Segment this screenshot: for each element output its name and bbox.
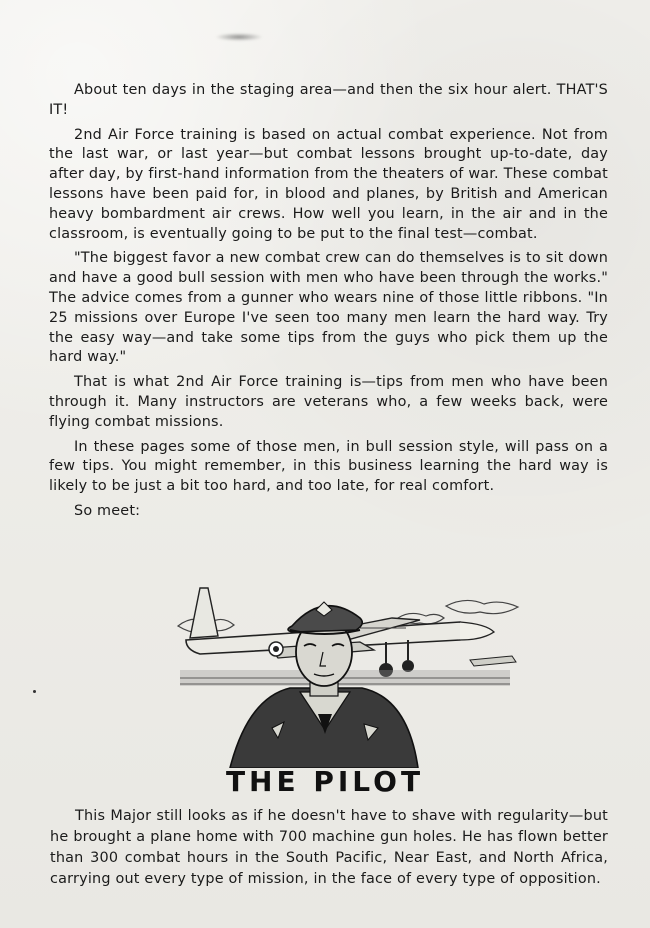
paragraph: So meet: — [74, 502, 141, 519]
pilot-description — [50, 806, 608, 890]
paragraph: 2nd Air Force training is based on actual combat experience. Not from the last war, or last year—but combat lessons brought up-to-date, day after day, by first-hand information from the theaters of war. These combat lessons have been paid for, in blood and planes, by British and American heavy bombardment air crews. How well you learn, in the air and in the classroom, is eventually going to be put to the final test—combat. — [49, 126, 608, 242]
paragraph: That is what 2nd Air Force training is—tips from men who have been through it. Many instructors are veterans who, a few weeks back, were flying combat missions. — [49, 374, 608, 430]
paragraph: About ten days in the staging area—and then the six hour alert. THAT'S IT! — [49, 82, 608, 118]
paragraph: This Major still looks as if he doesn't have to shave with regularity—but he brought a plane home with 700 machine gun holes. He has flown better than 300 combat hours in the South Pacific, Near East, and North Africa, carrying out every type of mission, in the face of every type of opposition. — [50, 808, 608, 887]
print-smudge — [215, 33, 263, 41]
paragraph: "The biggest favor a new combat crew can do themselves is to sit down and have a good bull session with men who have been through the works." The advice comes from a gunner who wears nine of those little ribbons. "In 25 missions over Europe I've seen too many men learn the hard way. Try the easy way—and take some tips from the guys who pick them up the hard way." — [49, 250, 608, 366]
paragraph: In these pages some of those men, in bull session style, will pass on a few tips. You might remember, in this business learning the hard way is likely to be just a bit too hard, and too late, for real comfort. — [49, 438, 608, 495]
section-title: THE PILOT — [225, 765, 425, 798]
intro-text — [49, 81, 608, 527]
margin-mark — [33, 690, 36, 693]
pilot-illustration — [160, 578, 520, 768]
